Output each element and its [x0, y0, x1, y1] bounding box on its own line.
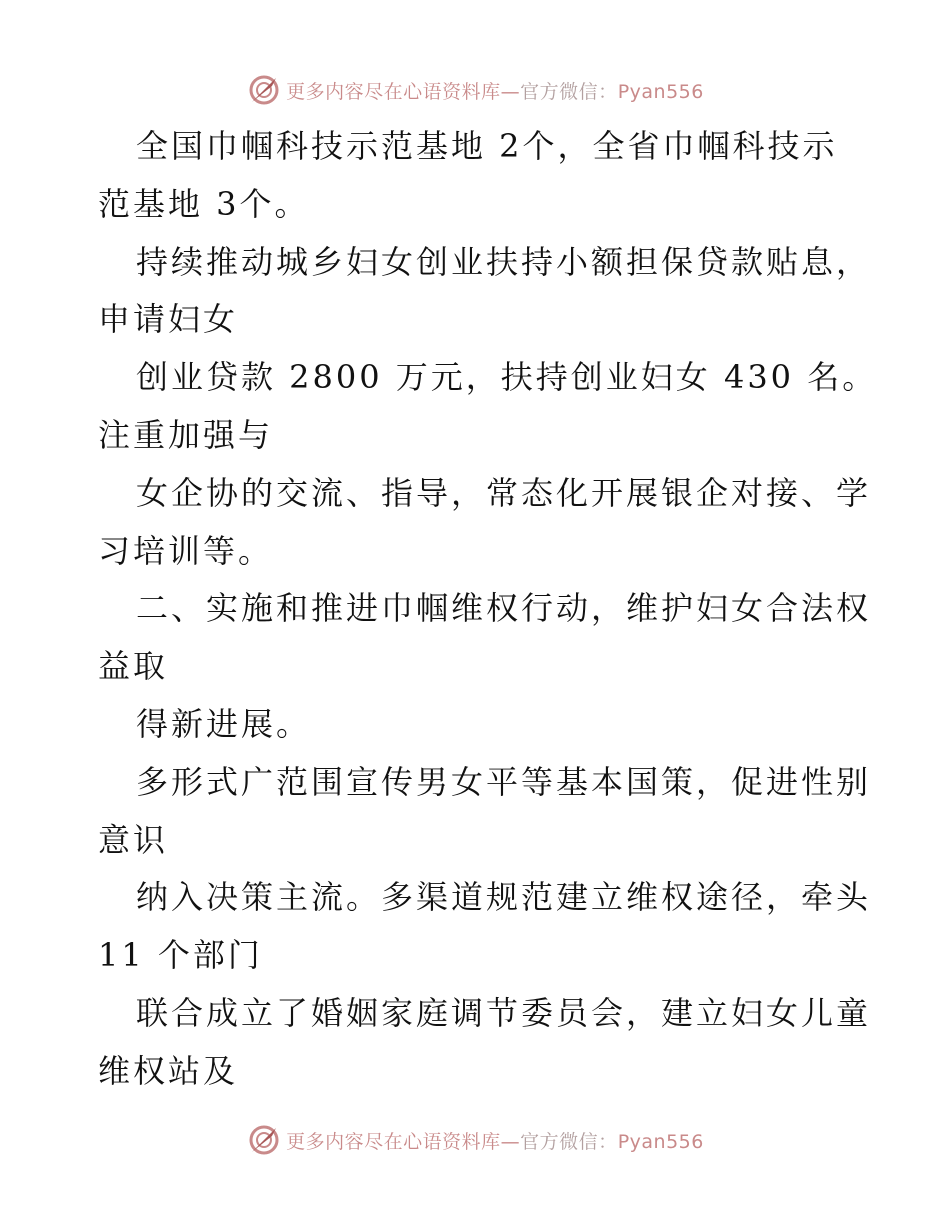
document-body [98, 118, 878, 1101]
text-line: 持续推动城乡妇女创业扶持小额担保贷款贴息， [136, 242, 872, 281]
text-line: 创业贷款 2800 万元，扶持创业妇女 430 名。 [136, 358, 878, 397]
text-line: 全国巾帼科技示范基地 2个，全省巾帼科技示 [136, 127, 838, 165]
text-line: 申请妇女 [98, 300, 239, 339]
watermark-footer [0, 1120, 950, 1160]
text-line: 习培训等。 [98, 531, 274, 570]
text-line: 联合成立了婚姻家庭调节委员会，建立妇女儿童 [136, 993, 872, 1032]
text-line: 11 个部门 [98, 936, 263, 975]
text-line: 二、实施和推进巾帼维权行动，维护妇女合法权 [136, 589, 872, 628]
watermark-text: 更多内容尽在心语资料库—官方微信：Pyan556 [286, 1130, 704, 1153]
quill-logo-icon [246, 1122, 282, 1158]
quill-logo-icon [246, 72, 282, 108]
text-line: 女企协的交流、指导，常态化开展银企对接、学 [136, 473, 872, 512]
text-line: 维权站及 [98, 1051, 239, 1090]
text-line: 多形式广范围宣传男女平等基本国策，促进性别 [136, 762, 872, 801]
watermark-header [0, 70, 950, 110]
text-line: 注重加强与 [98, 415, 274, 454]
watermark-text: 更多内容尽在心语资料库—官方微信：Pyan556 [286, 80, 704, 103]
text-line: 纳入决策主流。多渠道规范建立维权途径，牵头 [136, 878, 872, 917]
text-line: 意识 [98, 820, 169, 859]
text-line: 得新进展。 [136, 704, 312, 743]
text-line: 范基地 3个。 [98, 184, 310, 223]
text-line: 益取 [98, 647, 169, 686]
